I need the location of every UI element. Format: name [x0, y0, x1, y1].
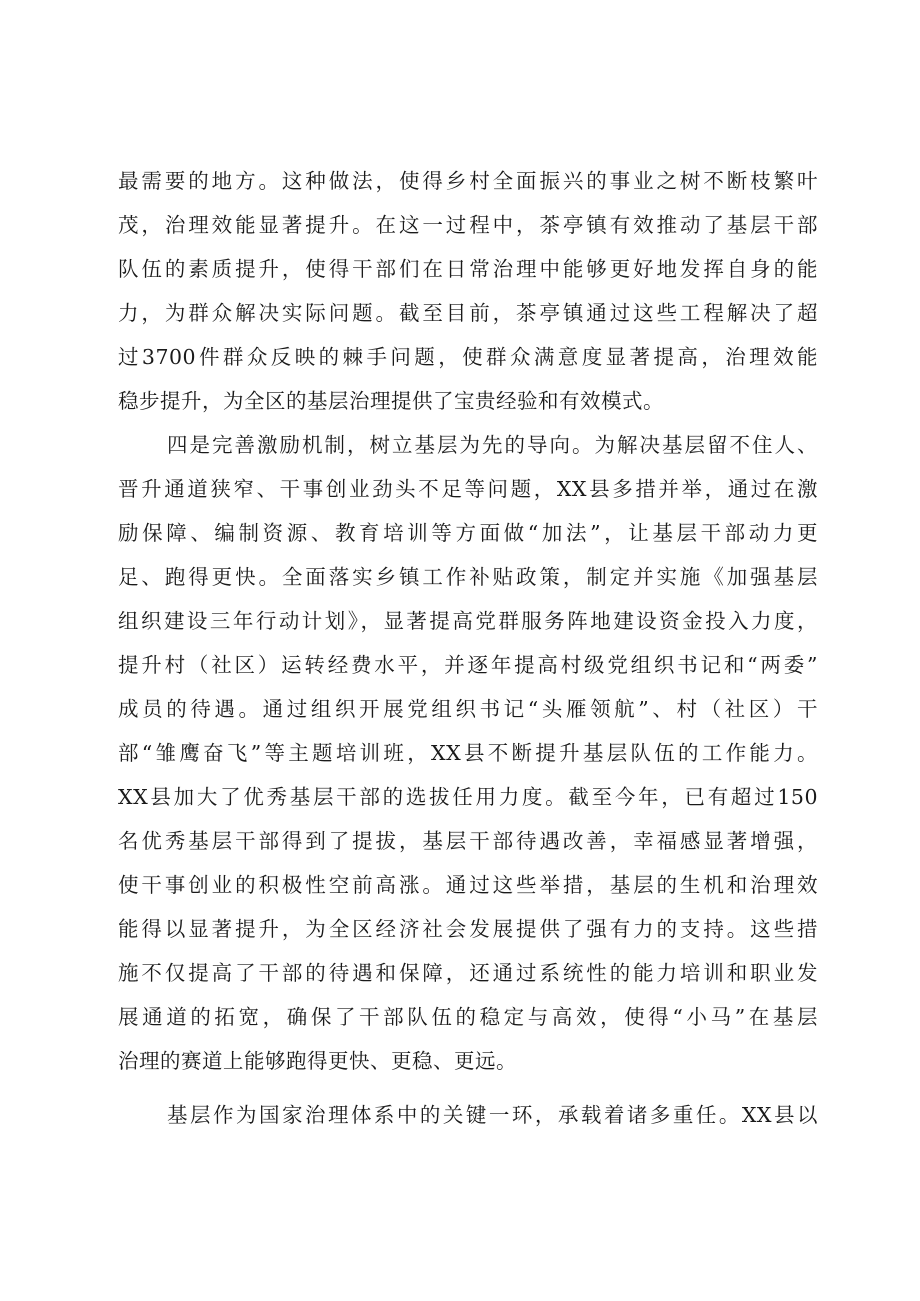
- text-line: 力，为群众解决实际问题。截至目前，茶亭镇通过这些工程解决了超: [118, 301, 818, 325]
- text-line: 施不仅提高了干部的待遇和保障，还通过系统性的能力培训和职业发: [118, 961, 818, 985]
- text-line: 茂，治理效能显著提升。在这一过程中，茶亭镇有效推动了基层干部: [118, 213, 818, 237]
- text-line: 部“雏鹰奋飞”等主题培训班，XX县不断提升基层队伍的工作能力。: [118, 741, 818, 765]
- text-line: 晋升通道狭窄、干事创业劲头不足等问题，XX县多措并举，通过在激: [118, 477, 818, 501]
- text-line: 组织建设三年行动计划》，显著提高党群服务阵地建设资金投入力度，: [118, 609, 818, 633]
- text-line: 使干事创业的积极性空前高涨。通过这些举措，基层的生机和治理效: [118, 873, 818, 897]
- body-text: [118, 166, 818, 1166]
- text-line: 足、跑得更快。全面落实乡镇工作补贴政策，制定并实施《加强基层: [118, 565, 818, 589]
- text-line: 最需要的地方。这种做法，使得乡村全面振兴的事业之树不断枝繁叶: [118, 169, 818, 193]
- text-line: 提升村（社区）运转经费水平，并逐年提高村级党组织书记和“两委”: [118, 653, 818, 677]
- text-line: 稳步提升，为全区的基层治理提供了宝贵经验和有效模式。: [118, 389, 664, 413]
- text-line: 展通道的拓宽，确保了干部队伍的稳定与高效，使得“小马”在基层: [118, 1005, 818, 1029]
- paragraph-start-line: 四是完善激励机制，树立基层为先的导向。为解决基层留不住人、: [167, 433, 818, 457]
- text-line: 名优秀基层干部得到了提拔，基层干部待遇改善，幸福感显著增强，: [118, 829, 818, 853]
- text-line: 治理的赛道上能够跑得更快、更稳、更远。: [118, 1049, 517, 1073]
- text-line: XX县加大了优秀基层干部的选拔任用力度。截至今年，已有超过150: [118, 785, 818, 809]
- text-line: 队伍的素质提升，使得干部们在日常治理中能够更好地发挥自身的能: [118, 257, 818, 281]
- text-line: 励保障、编制资源、教育培训等方面做“加法”，让基层干部动力更: [118, 521, 818, 545]
- text-line: 能得以显著提升，为全区经济社会发展提供了强有力的支持。这些措: [118, 917, 818, 941]
- paragraph-start-line: 基层作为国家治理体系中的关键一环，承载着诸多重任。XX县以: [167, 1103, 818, 1127]
- text-line: 过3700件群众反映的棘手问题，使群众满意度显著提高，治理效能: [118, 345, 818, 369]
- text-line: 成员的待遇。通过组织开展党组织书记“头雁领航”、村（社区）干: [118, 697, 818, 721]
